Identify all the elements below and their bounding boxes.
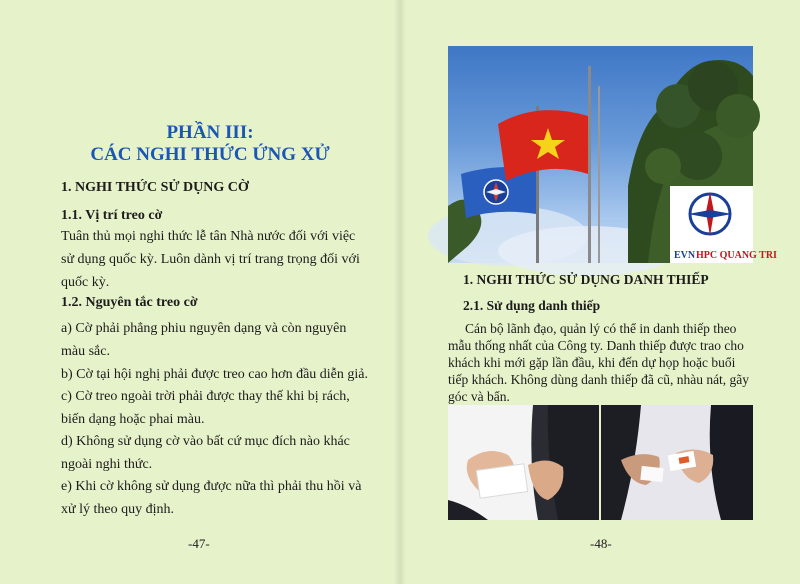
- text-line: tiếp khách. Không dùng danh thiếp đã cũ, nhàu nát, gãy: [448, 372, 750, 387]
- text-line: xử lý theo quy định.: [61, 502, 174, 517]
- section-heading-business-card: 1. NGHI THỨC SỬ DỤNG DANH THIẾP: [463, 272, 709, 287]
- text-line: a) Cờ phải phẳng phiu nguyên dạng và còn nguyên: [61, 321, 347, 336]
- text-line: d) Không sử dụng cờ vào bất cứ mục đích nào khác: [61, 434, 350, 449]
- business-card-photo-left: [448, 405, 599, 520]
- page-number-right: -48-: [590, 536, 612, 551]
- subheading-flag-position: 1.1. Vị trí treo cờ: [61, 208, 163, 223]
- text-line: Tuân thủ mọi nghi thức lễ tân Nhà nước đối với việc: [61, 229, 356, 244]
- logo-text-evn: EVN: [674, 250, 696, 261]
- book-gutter: [394, 0, 406, 584]
- text-line: mẫu thống nhất của Công ty. Danh thiếp được trao cho: [448, 338, 744, 353]
- paragraph-flag-position: [61, 225, 361, 294]
- text-line: ngoài nghi thức.: [61, 457, 153, 472]
- rule-item-a: [61, 317, 361, 363]
- page-number-left: -47-: [188, 536, 210, 551]
- text-line: biến dạng hoặc phai màu.: [61, 412, 205, 427]
- text-line: c) Cờ treo ngoài trời phải được thay thế khi bị rách,: [61, 389, 350, 404]
- text-line: màu sắc.: [61, 344, 110, 359]
- text-line: khách khi mới gặp lần đầu, khi đến dự họp hoặc buổi: [448, 355, 736, 370]
- text-line: góc và bẩn.: [448, 389, 510, 404]
- part-title-line2: CÁC NGHI THỨC ỨNG XỬ: [90, 144, 330, 165]
- rule-item-b: [61, 363, 369, 386]
- text-line: sử dụng quốc kỳ. Luôn dành vị trí trang trọng đối với: [61, 252, 360, 267]
- flag-photo: [448, 46, 777, 263]
- text-line: Cán bộ lãnh đạo, quản lý có thể in danh thiếp theo: [465, 321, 737, 336]
- logo-text-company: HPC QUANG TRI: [696, 250, 777, 261]
- part-title-line1: PHẦN III:: [166, 122, 254, 143]
- rule-item-d: [61, 430, 361, 476]
- subheading-business-card-usage: 2.1. Sử dụng danh thiếp: [463, 298, 601, 313]
- text-line: e) Khi cờ không sử dụng được nữa thì phải thu hồi và: [61, 479, 362, 494]
- subheading-flag-rules: 1.2. Nguyên tắc treo cờ: [61, 295, 198, 310]
- text-line: b) Cờ tại hội nghị phải được treo cao hơn đầu diễn giả.: [61, 367, 369, 382]
- business-card-photo-right: [601, 405, 753, 520]
- text-line: quốc kỳ.: [61, 275, 110, 290]
- section-heading-flag: 1. NGHI THỨC SỬ DỤNG CỜ: [61, 180, 249, 195]
- paragraph-business-card: [448, 320, 758, 405]
- handshake-card-illustration: [448, 405, 599, 520]
- rule-item-c: [61, 385, 361, 431]
- flag-scene-illustration: [448, 46, 777, 263]
- rule-item-e: [61, 475, 361, 521]
- card-exchange-illustration: [601, 405, 753, 520]
